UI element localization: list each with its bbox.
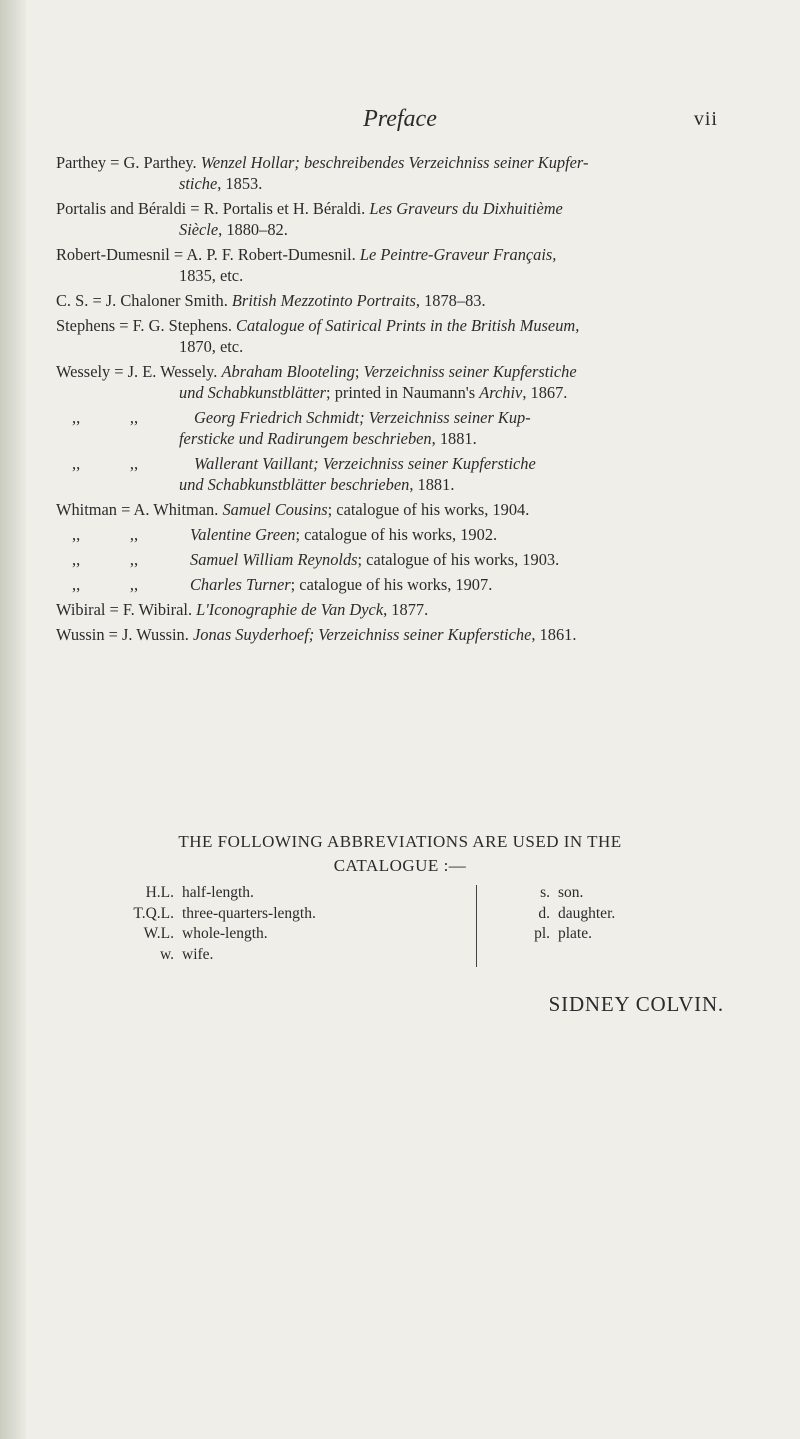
- ditto-mark: ,,: [129, 408, 139, 427]
- wessely-entry: ,, ,, Georg Friedrich Schmidt; Verzeichniss seiner Kup- fersticke und Radirungem beschrieben, 1881.: [56, 407, 766, 449]
- ditto-mark: ,,: [72, 525, 81, 544]
- whitman-entry: ,, ,, Valentine Green; catalogue of his works, 1902.: [56, 524, 766, 545]
- signature: SIDNEY COLVIN.: [548, 992, 724, 1016]
- column-divider: [476, 885, 477, 967]
- ditto-mark: ,,: [72, 575, 81, 594]
- abbreviation-row: pl. plate.: [534, 925, 592, 942]
- abbreviation-row: s. son.: [540, 884, 584, 901]
- wessely-entry: ,, ,, Wallerant Vaillant; Verzeichniss seiner Kupferstiche und Schabkunstblätter beschrieben, 1881.: [56, 453, 766, 495]
- abbreviation-row: H.L. half-length.: [145, 884, 254, 901]
- ditto-mark: ,,: [72, 550, 81, 569]
- reference-entry: Wibiral = F. Wibiral. L'Iconographie de Van Dyck, 1877.: [56, 600, 429, 619]
- ditto-mark: ,,: [129, 550, 139, 569]
- abbreviation-row: W.L. whole-length.: [143, 925, 268, 942]
- reference-entry: Wussin = J. Wussin. Jonas Suyderhoef; Verzeichniss seiner Kupferstiche, 1861.: [56, 625, 577, 644]
- ditto-mark: ,,: [72, 454, 81, 473]
- running-title: Preface: [363, 106, 437, 132]
- reference-entry: C. S. = J. Chaloner Smith. British Mezzotinto Portraits, 1878–83.: [56, 291, 486, 310]
- page-number: vii: [693, 108, 718, 130]
- whitman-entry: ,, ,, Charles Turner; catalogue of his works, 1907.: [56, 574, 766, 595]
- reference-entry: Robert-Dumesnil = A. P. F. Robert-Dumesnil. Le Peintre-Graveur Français, 1835, etc.: [56, 245, 557, 285]
- abbreviations-left-column: [126, 883, 316, 965]
- reference-entry: Stephens = F. G. Stephens. Catalogue of Satirical Prints in the British Museum, 1870, etc.: [56, 316, 580, 356]
- abbreviations-heading: THE FOLLOWING ABBREVIATIONS ARE USED IN THE CATALOGUE :—: [178, 832, 622, 875]
- ditto-mark: ,,: [129, 575, 139, 594]
- ditto-mark: ,,: [129, 525, 139, 544]
- abbreviations-right-column: [508, 883, 615, 945]
- page-header: [0, 106, 800, 140]
- whitman-entry: ,, ,, Samuel William Reynolds; catalogue of his works, 1903.: [56, 549, 766, 570]
- whitman-entry: Whitman = A. Whitman. Samuel Cousins; catalogue of his works, 1904.: [56, 500, 530, 519]
- reference-entry: Portalis and Béraldi = R. Portalis et H. Béraldi. Les Graveurs du Dixhuitième Siècle, 1880–82.: [56, 199, 563, 239]
- wessely-entry: Wessely = J. E. Wessely. Abraham Blooteling; Verzeichniss seiner Kupferstiche und Schabkunstblätter; printed in Naumann's Archiv, 1867.: [56, 362, 577, 402]
- abbreviation-row: d. daughter.: [538, 904, 616, 922]
- abbreviation-row: w. wife.: [159, 945, 214, 963]
- ditto-mark: ,,: [129, 454, 139, 473]
- ditto-mark: ,,: [72, 408, 81, 427]
- references-list: [56, 152, 766, 649]
- reference-entry: Parthey = G. Parthey. Wenzel Hollar; beschreibendes Verzeichniss seiner Kupfer- stiche, 1853.: [56, 153, 589, 193]
- abbreviation-row: T.Q.L. three-quarters-length.: [133, 904, 316, 922]
